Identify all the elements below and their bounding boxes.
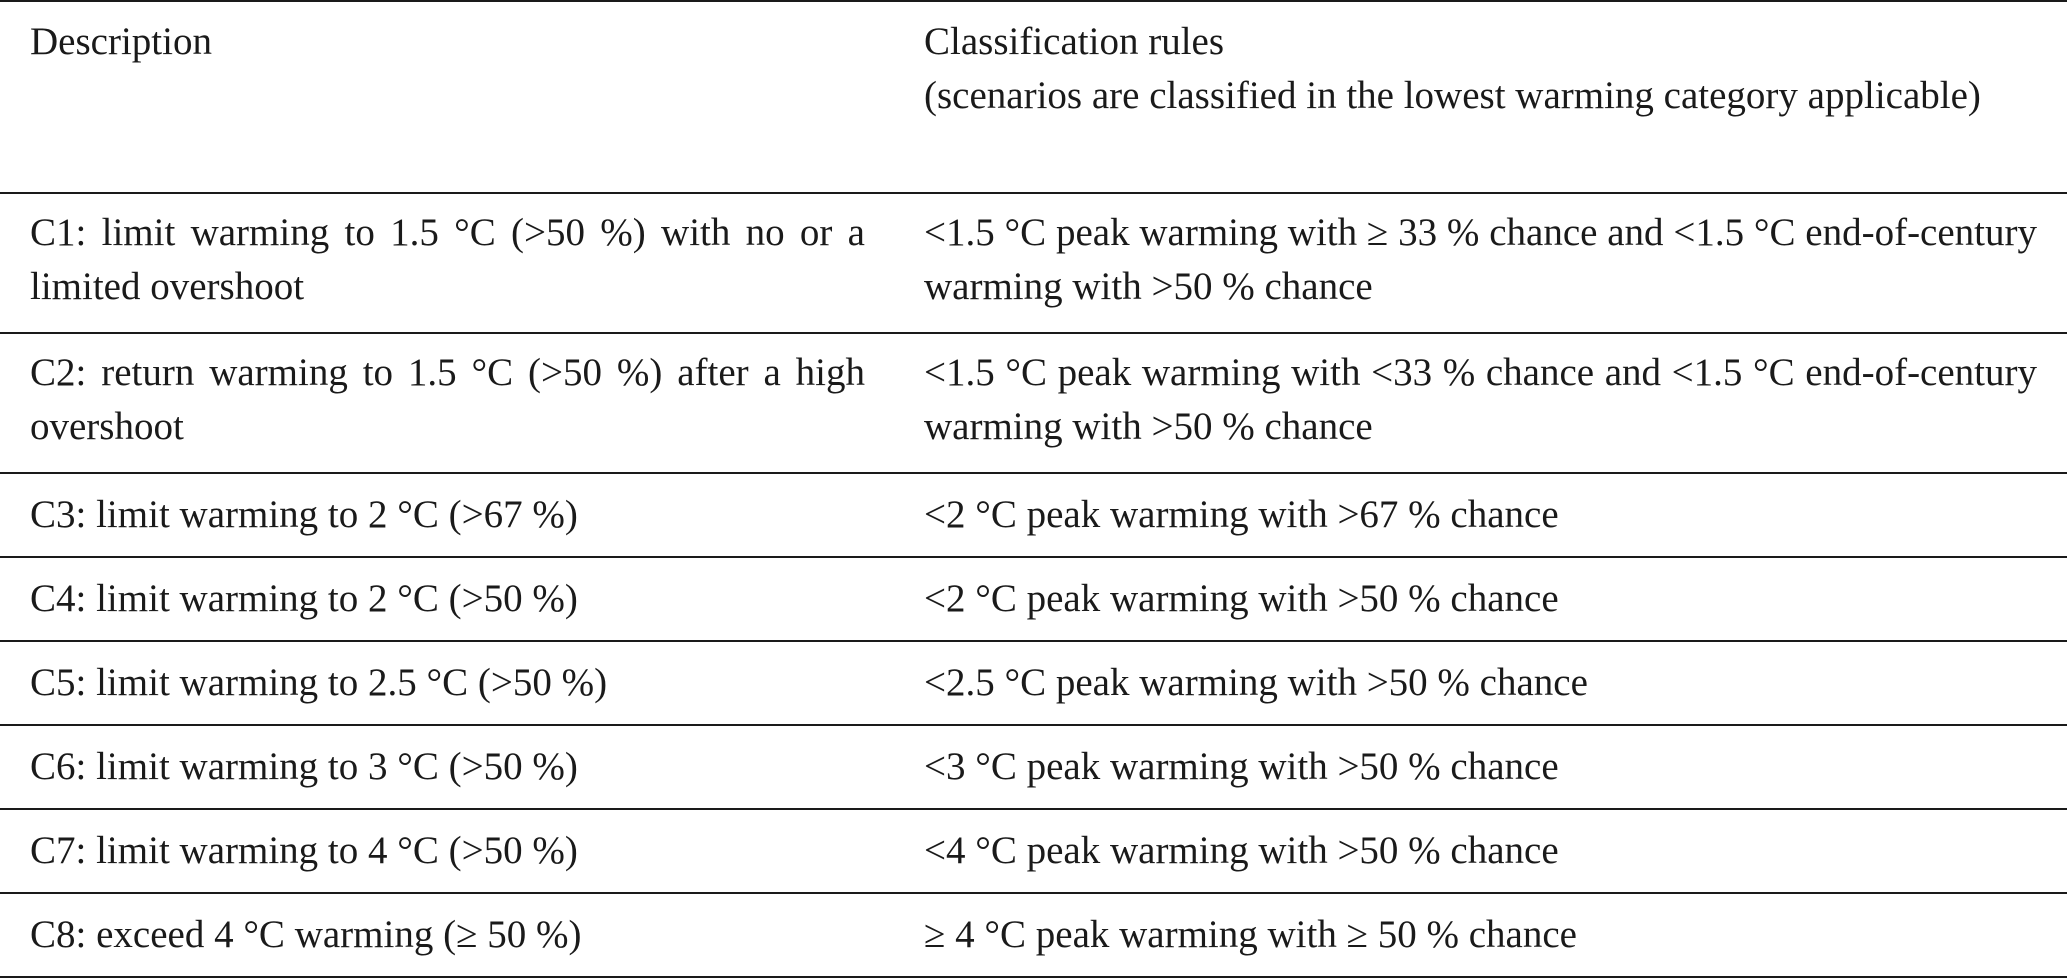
row-rule: <1.5 °C peak warming with <33 % chance and <1.5 °C end-of-century warming with >50 % chance [924, 351, 2037, 448]
table-row [0, 473, 2067, 557]
row-rule: <2.5 °C peak warming with >50 % chance [924, 661, 1588, 704]
row-description: C6: limit warming to 3 °C (>50 %) [30, 745, 578, 788]
row-rule: <4 °C peak warming with >50 % chance [924, 829, 1559, 872]
table-row [0, 893, 2067, 977]
table-row [0, 641, 2067, 725]
table-row [0, 809, 2067, 893]
header-rules-note: (scenarios are classified in the lowest warming category applicable) [924, 74, 1981, 117]
row-description: C2: return warming to 1.5 °C (>50 %) after a high overshoot [30, 351, 865, 448]
table-row [0, 725, 2067, 809]
row-description: C4: limit warming to 2 °C (>50 %) [30, 577, 578, 620]
table-row [0, 557, 2067, 641]
row-description: C8: exceed 4 °C warming (≥ 50 %) [30, 913, 582, 956]
row-description: C7: limit warming to 4 °C (>50 %) [30, 829, 578, 872]
header-classification-rules [897, 1, 2067, 193]
row-rule: <2 °C peak warming with >50 % chance [924, 577, 1559, 620]
table-header [0, 1, 2067, 193]
table-body [0, 193, 2067, 977]
header-description: Description [30, 20, 212, 63]
row-description: C5: limit warming to 2.5 °C (>50 %) [30, 661, 608, 704]
header-row [0, 1, 2067, 193]
row-rule: <1.5 °C peak warming with ≥ 33 % chance and <1.5 °C end-of-century warming with >50 % chance [924, 211, 2037, 308]
header-rules-title: Classification rules [924, 20, 1225, 63]
row-rule: <3 °C peak warming with >50 % chance [924, 745, 1559, 788]
table-row [0, 193, 2067, 333]
table-row [0, 333, 2067, 473]
row-description: C1: limit warming to 1.5 °C (>50 %) with no or a limited overshoot [30, 211, 865, 308]
row-description: C3: limit warming to 2 °C (>67 %) [30, 493, 578, 536]
row-rule: <2 °C peak warming with >67 % chance [924, 493, 1559, 536]
row-rule: ≥ 4 °C peak warming with ≥ 50 % chance [924, 913, 1577, 956]
